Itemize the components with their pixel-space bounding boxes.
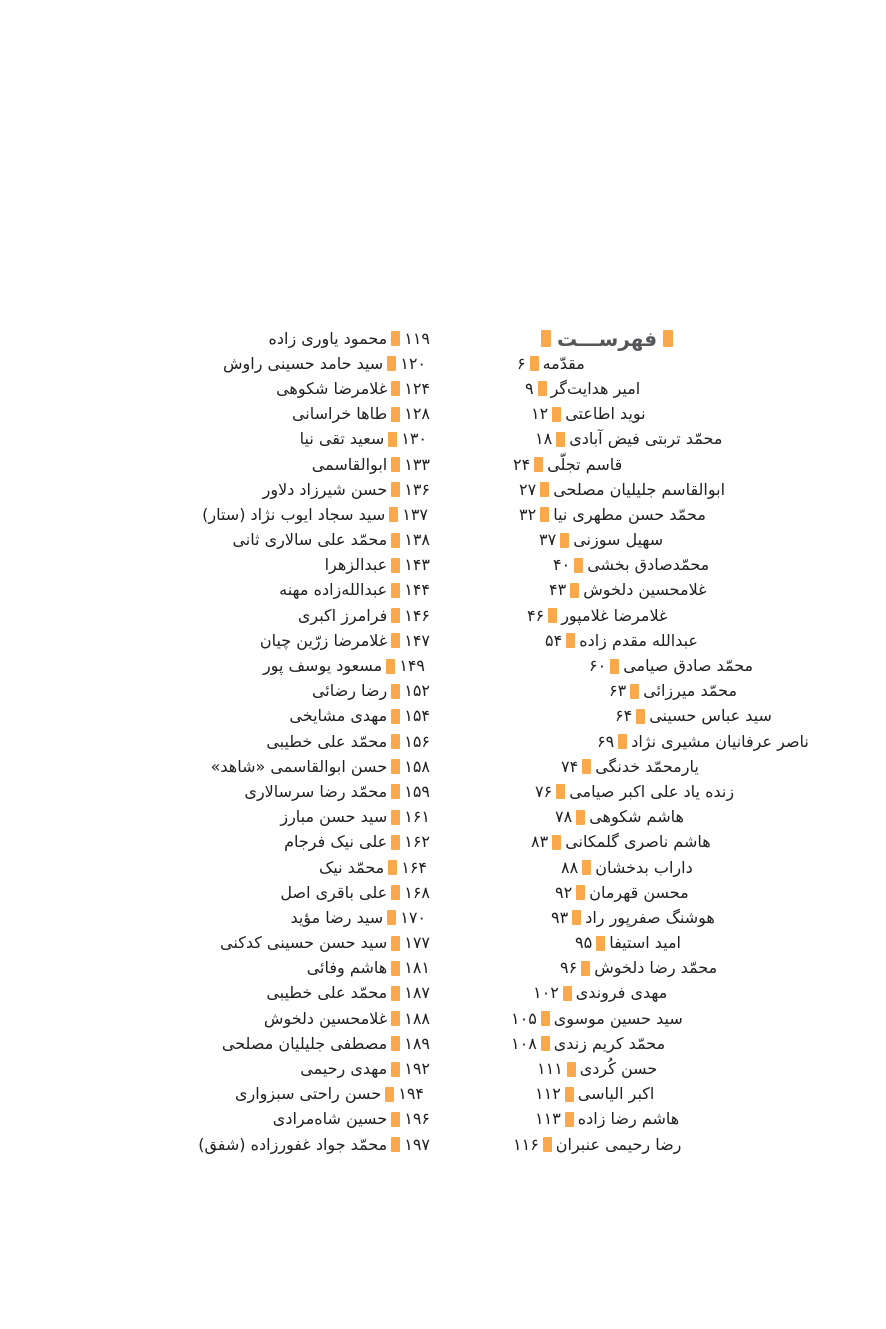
entry-name: ناصر عرفانیان مشیری نژاد [631,731,809,751]
page-number: ۱۹۴ [398,1084,424,1104]
orange-square-icon [581,961,590,976]
toc-entry-row [30,905,430,930]
entry-name: محمّد رضا دلخوش [594,958,718,978]
toc-entry-row [30,1132,430,1157]
orange-square-icon [636,709,645,724]
entry-name: مقدّمه [542,353,585,373]
orange-square-icon [391,381,400,396]
entry-name: حسین شاه‌مرادی [272,1109,388,1129]
orange-square-icon [530,356,539,371]
orange-square-icon [534,457,543,472]
toc-entry-row [505,477,880,502]
entry-name: علی نیک فرجام [284,832,388,852]
toc-entry-row [505,502,880,527]
orange-square-icon [391,608,400,623]
toc-entry-row [505,880,880,905]
orange-square-icon [391,1011,400,1026]
page-number: ۹۵ [575,933,593,953]
orange-square-icon [541,330,551,347]
toc-entry-row [505,653,880,678]
orange-square-icon [391,1137,400,1152]
page-number: ۶ [517,353,526,373]
entry-name: طاها خراسانی [291,404,388,424]
toc-entry-row [30,502,430,527]
orange-square-icon [389,507,398,522]
orange-square-icon [552,835,561,850]
toc-entry-row [30,931,430,956]
entry-name: سید سجاد ایوب نژاد (ستار) [202,504,386,524]
orange-square-icon [391,407,400,422]
orange-square-icon [387,910,396,925]
toc-entry-row [505,779,880,804]
toc-entry-row [505,1107,880,1132]
page-number: ۸۸ [561,857,579,877]
toc-entry-row [30,1031,430,1056]
toc-entry-row [505,981,880,1006]
orange-square-icon [391,759,400,774]
entry-name: غلامرضا شکوهی [276,378,388,398]
orange-square-icon [391,961,400,976]
toc-entry-row [30,729,430,754]
orange-square-icon [387,356,396,371]
entry-name: غلامرضا غلامپور [561,605,668,625]
orange-square-icon [391,885,400,900]
entry-name: سعید تقی نیا [299,429,385,449]
toc-right-column [505,326,880,1157]
entry-name: عبدالله مقدم زاده [579,630,698,650]
page-number: ۸۳ [531,832,549,852]
entry-name: فرامرز اکبری [297,605,388,625]
orange-square-icon [572,910,581,925]
entry-name: قاسم تجلّی [547,454,623,474]
toc-entry-row [30,402,430,427]
page-number: ۱۲ [531,404,549,424]
entry-name: محسن قهرمان [589,882,689,902]
orange-square-icon [541,1036,550,1051]
page-number: ۱۶۲ [404,832,430,852]
orange-square-icon [630,684,639,699]
orange-square-icon [566,633,575,648]
entry-name: مصطفی جلیلیان مصلحی [221,1033,388,1053]
toc-entry-row [505,1006,880,1031]
orange-square-icon [552,407,561,422]
page-number: ۶۳ [609,681,627,701]
page-number: ۳۲ [519,504,537,524]
toc-entry-row [505,528,880,553]
entry-name: محمّد علی سالاری ثانی [232,530,388,550]
entry-name: محمّد کریم زندی [553,1033,666,1053]
entry-name: محمّد حسن مطهری نیا [553,504,706,524]
page-number: ۱۴۶ [404,605,430,625]
orange-square-icon [391,533,400,548]
orange-square-icon [663,330,673,347]
page-number: ۱۱۹ [404,328,430,348]
page-number: ۱۴۳ [404,555,430,575]
orange-square-icon [391,482,400,497]
page-number: ۹ [525,378,534,398]
orange-square-icon [576,885,585,900]
orange-square-icon [391,936,400,951]
entry-name: مهدی فروندی [575,983,668,1003]
page-number: ۱۵۸ [404,756,430,776]
toc-entry-row [30,628,430,653]
toc-entry-row [30,805,430,830]
orange-square-icon [391,1062,400,1077]
page-number: ۶۰ [589,656,607,676]
entry-name: علی باقری اصل [280,882,388,902]
toc-entry-row [30,779,430,804]
page-number: ۱۴۷ [404,630,430,650]
entry-name: هاشم ناصری گلمکانی [565,832,711,852]
orange-square-icon [540,507,549,522]
toc-entry-row [505,1031,880,1056]
orange-square-icon [385,1087,394,1102]
page-number: ۱۵۶ [404,731,430,751]
toc-entry-row [30,326,430,351]
page-number: ۱۳۳ [404,454,430,474]
orange-square-icon [596,936,605,951]
orange-square-icon [391,1036,400,1051]
page-number: ۱۴۹ [399,656,425,676]
orange-square-icon [391,734,400,749]
page-number: ۴۰ [553,555,571,575]
entry-name: سید عباس حسینی [649,706,772,726]
toc-entry-row [505,931,880,956]
entry-name: مسعود یوسف پور [262,656,383,676]
entry-name: هاشم وفائی [306,958,388,978]
entry-name: عبدالله‌زاده مهنه [279,580,388,600]
page-number: ۹۳ [551,907,569,927]
entry-name: حسن راحتی سبزواری [234,1084,382,1104]
entry-name: زنده یاد علی اکبر صیامی [569,781,735,801]
toc-entry-row [30,1082,430,1107]
toc-entry-row [30,351,430,376]
page-number: ۱۹۶ [404,1109,430,1129]
toc-entry-row [30,603,430,628]
toc-entry-row [505,578,880,603]
entry-name: هاشم شکوهی [589,807,684,827]
orange-square-icon [391,633,400,648]
page-number: ۱۹۲ [404,1059,430,1079]
page-number: ۱۵۹ [404,781,430,801]
entry-name: غلامحسین دلخوش [263,1008,388,1028]
toc-entry-row [30,679,430,704]
toc-entry-row [30,956,430,981]
entry-name: مهدی مشایخی [289,706,388,726]
entry-name: امید استیفا [609,933,681,953]
orange-square-icon [543,1137,552,1152]
page-number: ۱۷۷ [404,933,430,953]
page-number: ۱۳۸ [404,530,430,550]
toc-entry-row [30,578,430,603]
orange-square-icon [391,331,400,346]
page-number: ۵۴ [545,630,563,650]
page-number: ۷۴ [561,756,579,776]
page-number: ۱۳۰ [401,429,427,449]
toc-entry-row [505,402,880,427]
page-number: ۱۷۰ [400,907,426,927]
entry-name: یارمحمّد خدنگی [595,756,699,776]
entry-name: محمّد علی خطیبی [266,983,388,1003]
entry-name: حسن ابوالقاسمی «شاهد» [210,756,388,776]
orange-square-icon [391,986,400,1001]
toc-entry-row [505,628,880,653]
page-number: ۹۲ [555,882,573,902]
page-number: ۴۶ [527,605,545,625]
page-number: ۱۴۴ [404,580,430,600]
entry-name: اکبر الیاسی [577,1084,655,1104]
orange-square-icon [610,659,619,674]
page-title: فهرســـت [557,326,658,351]
toc-entry-row [505,452,880,477]
page-number: ۲۷ [519,479,537,499]
orange-square-icon [560,533,569,548]
toc-entry-row [30,553,430,578]
toc-entry-row [505,905,880,930]
toc-entry-row [505,956,880,981]
entry-name: محمّدصادق بخشی [587,555,710,575]
orange-square-icon [391,583,400,598]
toc-entry-row [30,477,430,502]
toc-entry-row [30,528,430,553]
toc-entry-row [30,830,430,855]
entry-name: رضا رضائی [311,681,388,701]
orange-square-icon [556,432,565,447]
entry-name: ابوالقاسم جلیلیان مصلحی [553,479,726,499]
page-number: ۲۴ [513,454,531,474]
entry-name: حسن شیرزاد دلاور [262,479,388,499]
orange-square-icon [538,381,547,396]
orange-square-icon [567,1062,576,1077]
entry-name: سهیل سوزنی [573,530,664,550]
toc-entry-row [30,880,430,905]
page-number: ۱۰۸ [511,1033,537,1053]
page-number: ۷۶ [535,781,553,801]
page-number: ۱۳۷ [402,504,428,524]
toc-entry-row [505,1056,880,1081]
page-number: ۹۶ [560,958,578,978]
toc-entry-row [505,679,880,704]
toc-entry-row [505,553,880,578]
orange-square-icon [548,608,557,623]
toc-entry-row [505,855,880,880]
entry-name: مهدی رحیمی [300,1059,388,1079]
entry-name: امیر هدایت‌گر [550,378,641,398]
orange-square-icon [618,734,627,749]
entry-name: ابوالقاسمی [311,454,388,474]
toc-entry-row [505,704,880,729]
orange-square-icon [391,558,400,573]
toc-entry-row [505,427,880,452]
entry-name: هاشم رضا زاده [577,1109,680,1129]
entry-name: غلامحسین دلخوش [583,580,707,600]
page-number: ۱۰۲ [533,983,559,1003]
toc-entry-row [30,1107,430,1132]
orange-square-icon [388,432,397,447]
entry-name: محمّد تربتی فیض آبادی [569,429,723,449]
orange-square-icon [391,457,400,472]
orange-square-icon [388,860,397,875]
toc-entry-row [30,376,430,401]
toc-entry-row [30,1056,430,1081]
toc-entry-row [30,855,430,880]
orange-square-icon [391,684,400,699]
orange-square-icon [391,835,400,850]
entry-name: محمّد صادق صیامی [623,656,754,676]
page-number: ۱۶۱ [404,807,430,827]
entry-name: هوشنگ صفرپور راد [585,907,715,927]
page-number: ۴۳ [549,580,567,600]
page-number: ۱۵۲ [404,681,430,701]
page-number: ۱۶۸ [404,882,430,902]
page-number: ۱۵۴ [404,706,430,726]
orange-square-icon [391,709,400,724]
orange-square-icon [576,810,585,825]
orange-square-icon [574,558,583,573]
entry-name: محمود یاوری زاده [268,328,388,348]
toc-entry-row [505,1082,880,1107]
entry-name: محمّد علی خطیبی [266,731,388,751]
toc-entry-row [505,351,880,376]
toc-entry-row [505,830,880,855]
entry-name: سید حسن حسینی کدکنی [220,933,388,953]
page-number: ۱۱۲ [535,1084,561,1104]
orange-square-icon [565,1087,574,1102]
orange-square-icon [391,784,400,799]
orange-square-icon [582,860,591,875]
toc-entry-row [30,452,430,477]
page-number: ۱۸۹ [404,1033,430,1053]
entry-name: حسن کُردی [579,1059,658,1079]
page-number: ۱۶۴ [401,857,427,877]
toc-entry-row [30,704,430,729]
toc-entry-row [505,376,880,401]
entry-name: رضا رحیمی عنبران [555,1134,682,1154]
page-number: ۱۲۰ [400,353,426,373]
toc-entry-row [505,603,880,628]
page-number: ۱۸ [535,429,553,449]
toc-left-column [30,326,430,1157]
entry-name: محمّد جواد غفورزاده (شفق) [198,1134,388,1154]
page-number: ۱۰۵ [511,1008,537,1028]
entry-name: سید حامد حسینی راوش [223,353,384,373]
page-number: ۷۸ [555,807,573,827]
page-number: ۱۱۱ [537,1059,563,1079]
page-number: ۱۱۳ [535,1109,561,1129]
page-number: ۱۲۴ [404,378,430,398]
entry-name: نوید اطاعتی [565,404,646,424]
orange-square-icon [391,810,400,825]
orange-square-icon [540,482,549,497]
entry-name: سید حسین موسوی [553,1008,683,1028]
entry-name: غلامرضا زرّین چیان [259,630,388,650]
orange-square-icon [582,759,591,774]
entry-name: محمّد نیک [318,857,385,877]
orange-square-icon [541,1011,550,1026]
toc-entry-row [30,1006,430,1031]
toc-header [505,326,880,351]
entry-name: سید رضا مؤید [290,907,384,927]
page-number: ۱۹۷ [404,1134,430,1154]
orange-square-icon [570,583,579,598]
toc-entry-row [505,754,880,779]
page-number: ۶۴ [615,706,633,726]
toc-entry-row [505,729,880,754]
entry-name: عبدالزهرا [324,555,388,575]
toc-entry-row [505,805,880,830]
toc-entry-row [30,754,430,779]
page-number: ۱۳۶ [404,479,430,499]
toc-entry-row [505,1132,880,1157]
orange-square-icon [386,659,395,674]
orange-square-icon [563,986,572,1001]
page-number: ۱۸۸ [404,1008,430,1028]
toc-entry-row [30,981,430,1006]
entry-name: داراب بدخشان [595,857,693,877]
page-number: ۳۷ [539,530,557,550]
toc-entry-row [30,653,430,678]
entry-name: محمّد رضا سرسالاری [244,781,388,801]
orange-square-icon [556,784,565,799]
orange-square-icon [391,1112,400,1127]
page-number: ۶۹ [597,731,615,751]
page-number: ۱۸۱ [404,958,430,978]
toc-entry-row [30,427,430,452]
entry-name: سید حسن مبارز [280,807,388,827]
page-number: ۱۲۸ [404,404,430,424]
page-number: ۱۱۶ [513,1134,539,1154]
page-number: ۱۸۷ [404,983,430,1003]
entry-name: محمّد میرزائی [643,681,738,701]
orange-square-icon [565,1112,574,1127]
